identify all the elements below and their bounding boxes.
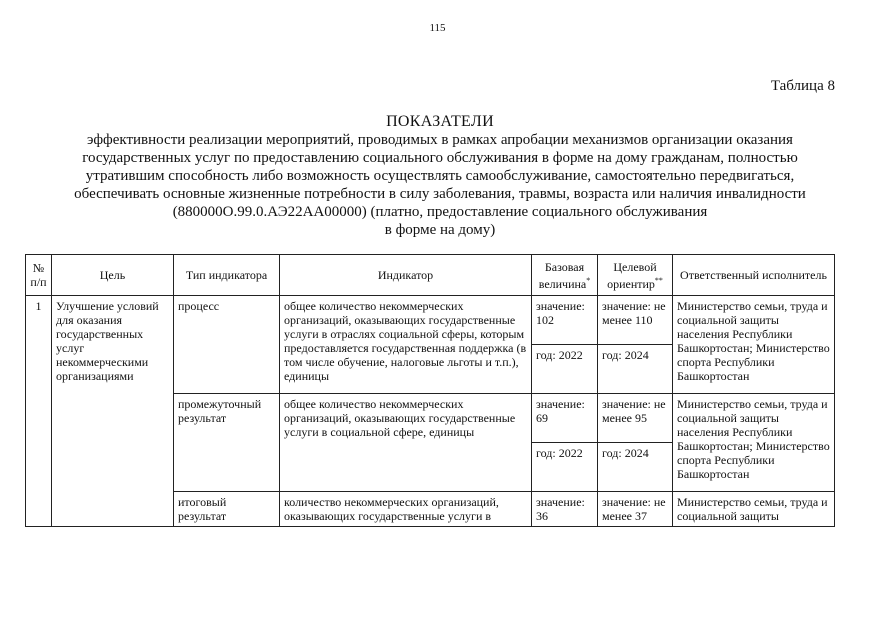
header-num: № п/п [26, 255, 52, 296]
target-value: значение: не менее 110 [598, 296, 673, 345]
heading-line: государственных услуг по предоставлению социального обслуживания в форме на дому гражданам, полностью [82, 150, 798, 166]
responsible-cell: Министерство семьи, труда и социальной защиты [673, 492, 835, 527]
header-responsible: Ответственный исполнитель [673, 255, 835, 296]
table-header-row [26, 255, 835, 296]
table-label: Таблица 8 [770, 78, 835, 94]
header-base [532, 255, 598, 296]
row-number: 1 [26, 296, 52, 527]
heading-line: эффективности реализации мероприятий, проводимых в рамках апробации механизмов организации оказания [87, 132, 793, 148]
indicator-type: промежуточный результат [174, 394, 280, 492]
header-indicator: Индикатор [280, 255, 532, 296]
header-type: Тип индикатора [174, 255, 280, 296]
header-goal: Цель [52, 255, 174, 296]
responsible-cell: Министерство семьи, труда и социальной защиты населения Республики Башкортостан; Министерство спорта Республики Башкортостан [673, 394, 835, 492]
base-value: значение: 69 [532, 394, 598, 443]
header-target-label: Целевой ориентир [607, 259, 657, 291]
table-row [26, 296, 835, 345]
indicators-table [25, 254, 835, 527]
target-value: значение: не менее 37 [598, 492, 673, 527]
base-value: значение: 36 [532, 492, 598, 527]
heading-line: (880000О.99.0.АЭ22АА00000) (платно, предоставление социального обслуживания [172, 204, 708, 220]
heading-line: в форме на дому) [384, 222, 496, 238]
heading-title: ПОКАЗАТЕЛИ [386, 113, 494, 130]
heading-line: обеспечивать основные жизненные потребности в силу заболевания, травмы, возраста или наличия инвалидности [74, 186, 806, 202]
document-heading [40, 113, 840, 239]
footnote-mark: ** [654, 275, 663, 285]
footnote-mark: * [586, 275, 591, 285]
target-year: год: 2024 [598, 345, 673, 394]
goal-cell: Улучшение условий для оказания государственных услуг некоммерческими организациями [52, 296, 174, 527]
indicator-text: общее количество некоммерческих организаций, оказывающих государственные услуги в отраслях социальной сферы, которым предоставляется государственная поддержка (в том числе обучение, налоговые льготы и т.п.), единицы [280, 296, 532, 394]
target-value: значение: не менее 95 [598, 394, 673, 443]
header-base-label: Базовая величина [538, 259, 587, 291]
page-number: 115 [429, 22, 446, 34]
target-year: год: 2024 [598, 443, 673, 492]
responsible-cell: Министерство семьи, труда и социальной защиты населения Республики Башкортостан; Министерство спорта Республики Башкортостан [673, 296, 835, 394]
indicator-text: общее количество некоммерческих организаций, оказывающих государственные услуги в социальной сфере, единицы [280, 394, 532, 492]
base-year: год: 2022 [532, 443, 598, 492]
heading-line: утратившим способность либо возможность осуществлять самообслуживание, самостоятельно передвигаться, [85, 168, 795, 184]
indicator-type: итоговый результат [174, 492, 280, 527]
indicator-text: количество некоммерческих организаций, оказывающих государственные услуги в [280, 492, 532, 527]
indicator-type: процесс [174, 296, 280, 394]
header-target [598, 255, 673, 296]
base-year: год: 2022 [532, 345, 598, 394]
base-value: значение: 102 [532, 296, 598, 345]
